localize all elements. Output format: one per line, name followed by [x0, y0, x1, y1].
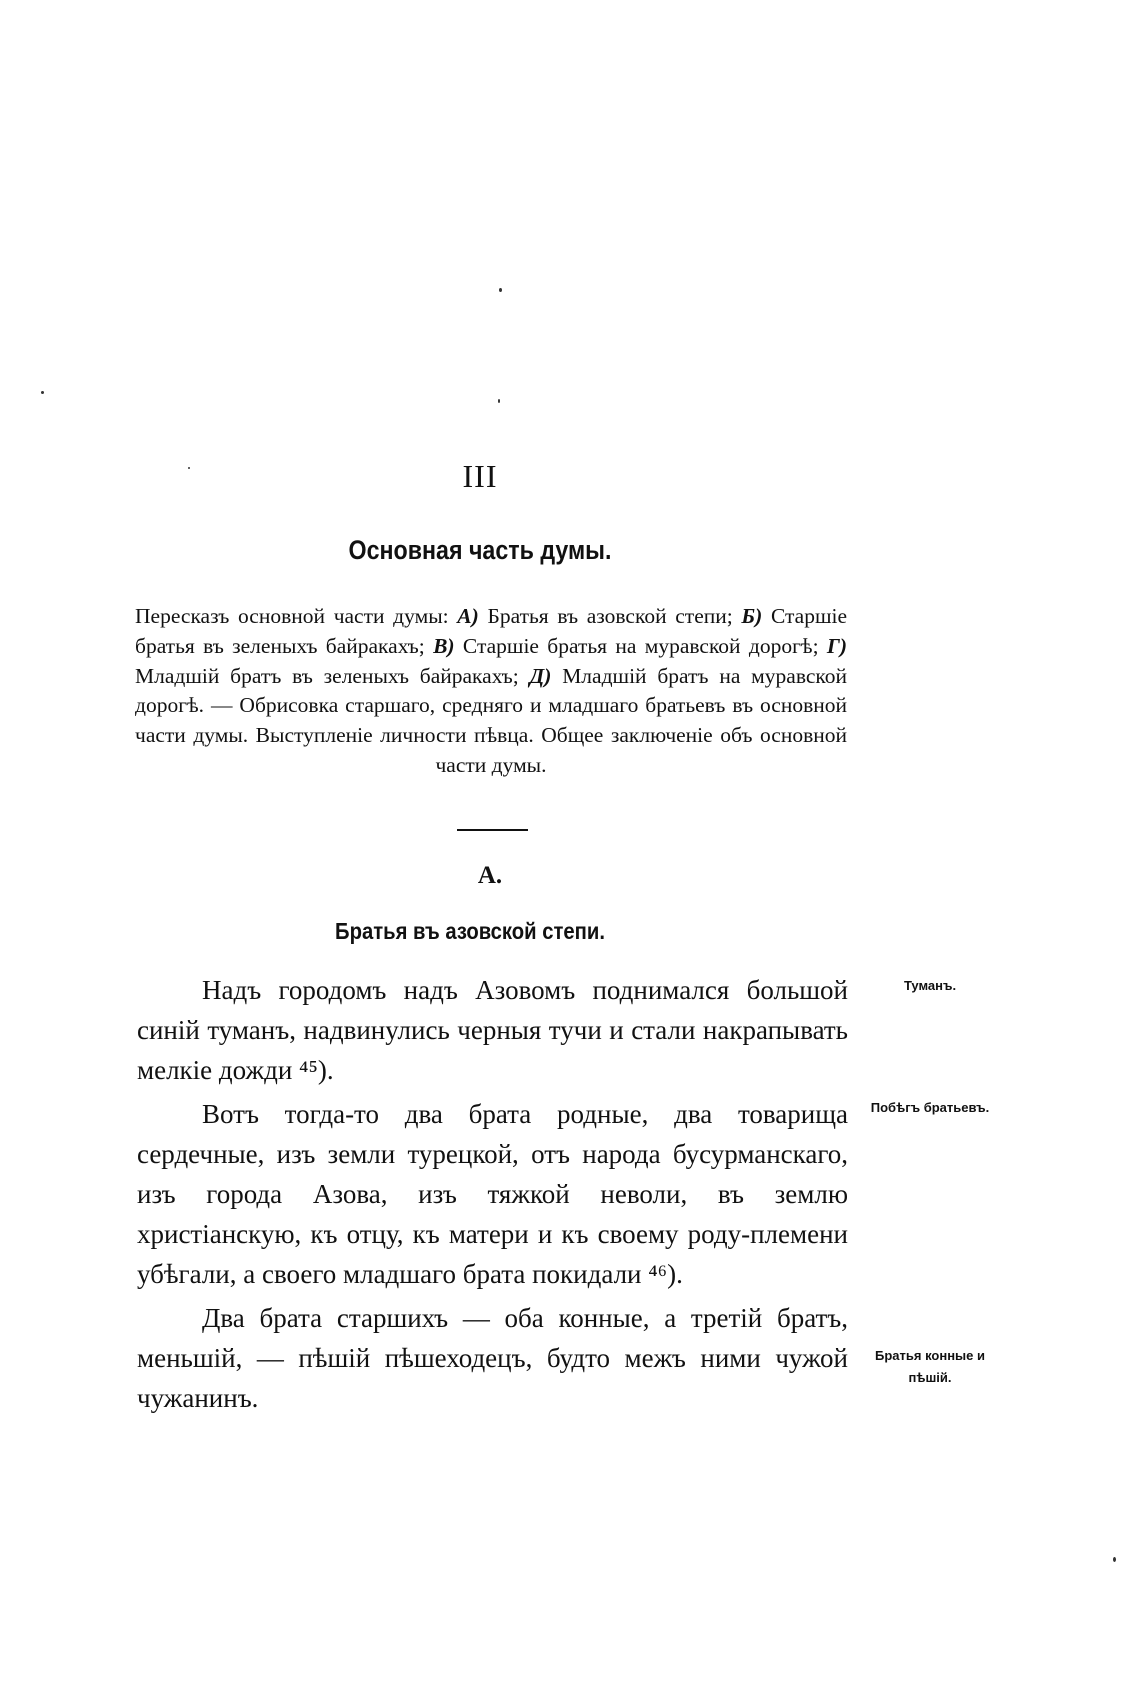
section-letter: А.: [477, 862, 503, 889]
synopsis-label-d: Д): [529, 663, 552, 688]
scan-speck: [1113, 1557, 1116, 1562]
synopsis-label-v: В): [433, 633, 455, 658]
chapter-title: Основная часть думы.: [348, 535, 612, 565]
synopsis-label-g: Г): [826, 633, 848, 658]
paragraph: Вотъ тогда-то два брата родные, два товарища сердечные, изъ земли турецкой, отъ народа бусурманскаго, изъ города Азова, изъ тяжкой неволи, въ землю христіанскую, къ отцу, къ матери и къ своему роду-племени убѣгали, а своего младшаго брата покидали ⁴⁶).: [137, 1099, 848, 1289]
synopsis-item-v: Старшіе братья на муравской дорогѣ;: [462, 633, 819, 658]
chapter-synopsis: [135, 602, 847, 781]
margin-note: Побѣгъ братьевъ.: [870, 1100, 990, 1115]
synopsis-item-b: Старшіе братья въ зеленыхъ байракахъ;: [135, 604, 848, 658]
margin-note: Братья конные и пѣшій.: [875, 1348, 985, 1385]
margin-note: Туманъ.: [903, 978, 957, 993]
scan-speck: [41, 391, 44, 394]
paragraph: Два брата старшихъ — оба конные, а третій братъ, меньшій, — пѣшій пѣшеходецъ, будто межъ ними чужой чужанинъ.: [137, 1303, 848, 1413]
synopsis-lead: Пересказъ основной части думы:: [135, 604, 449, 628]
synopsis-label-b: Б): [741, 604, 763, 628]
synopsis-item-d: Младшій братъ на муравской дорогѣ. — Обрисовка старшаго, средняго и младшаго братьевъ въ основной части думы. Выступленіе личности пѣвца. Общее заключеніе объ основной части думы.: [135, 663, 847, 777]
body-text: [137, 970, 848, 1422]
scan-speck: [498, 399, 500, 403]
scan-speck: [188, 467, 190, 469]
synopsis-item-g: Младшій братъ въ зеленыхъ байракахъ;: [135, 663, 519, 688]
paragraph: Надъ городомъ надъ Азовомъ поднимался большой синій туманъ, надвинулись черныя тучи и стали накрапывать мелкіе дожди ⁴⁵).: [137, 975, 848, 1085]
chapter-numeral: III: [462, 458, 498, 494]
synopsis-item-a: Братья въ азовской степи;: [487, 604, 733, 628]
section-divider: [457, 829, 528, 831]
synopsis-label-a: А): [457, 604, 479, 628]
section-title: Братья въ азовской степи.: [335, 918, 605, 944]
scan-speck: [499, 288, 502, 292]
